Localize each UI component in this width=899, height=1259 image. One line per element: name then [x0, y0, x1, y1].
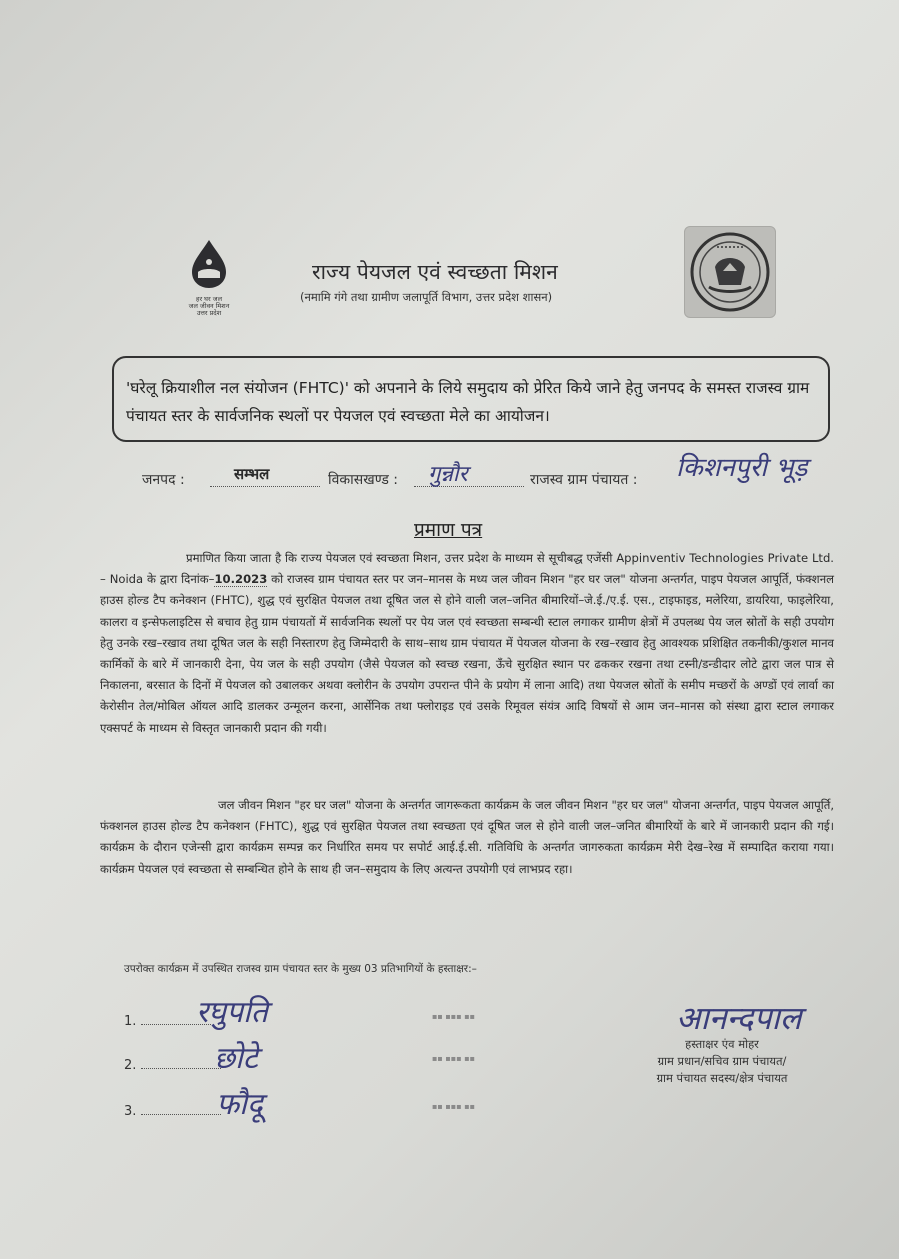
participant-number: 2: [124, 1058, 133, 1073]
faint-mark: ▪▪ ▪▪▪ ▪▪: [432, 1012, 476, 1021]
participant-number: 3: [124, 1104, 133, 1119]
participants-intro: उपरोक्त कार्यक्रम में उपस्थित राजस्व ग्राम पंचायत स्तर के मुख्य 03 प्रतिभागियों के हस्ताक्षर:–: [124, 963, 477, 975]
certificate-paragraph-1: [100, 548, 834, 739]
participant-row: 1.: [124, 1014, 211, 1029]
block-value: गुन्नौर: [428, 462, 468, 487]
certificate-heading: प्रमाण पत्र: [414, 519, 483, 541]
participant-signature: छोटे: [214, 1041, 258, 1076]
district-value: सम्भल: [234, 465, 270, 483]
event-date: 10.2023: [214, 572, 268, 587]
logo-caption-line: जल जीवन मिशन: [188, 302, 230, 310]
block-label: विकासखण्ड :: [328, 472, 399, 488]
signatory-line: ग्राम प्रधान/सचिव ग्राम पंचायत/: [657, 1054, 787, 1068]
participant-row: 3.: [124, 1104, 221, 1119]
logo-caption-line: हर घर जल: [196, 295, 222, 303]
participant-row: 2.: [124, 1058, 221, 1073]
water-drop-icon: [178, 238, 240, 290]
faint-mark: ▪▪ ▪▪▪ ▪▪: [432, 1102, 476, 1111]
signatory-line: हस्ताक्षर एंव मोहर: [685, 1037, 759, 1051]
faint-mark: ▪▪ ▪▪▪ ▪▪: [432, 1054, 476, 1063]
block-field: [414, 462, 524, 488]
paragraph-1-intro: प्रमाणित किया जाता है कि राज्य पेयजल एवं स्वच्छता मिशन, उत्तर प्रदेश के माध्यम से सूचीबद्ध एजेंसी Appinventiv Technologies Private Ltd. – Noida के द्वारा दिनांक–: [100, 551, 834, 587]
participant-signature: रघुपति: [196, 995, 268, 1030]
signatory-block: [612, 1036, 832, 1087]
har-ghar-jal-logo: [178, 238, 240, 318]
event-banner-text: 'घरेलू क्रियाशील नल संयोजन (FHTC)' को अपनाने के लिये समुदाय को प्रेरित किये जाने हेतु जनपद के समस्त राजस्व ग्राम पंचायत स्तर के सार्वजनिक स्थलों पर पेयजल एवं स्वच्छता मेले का आयोजन।: [126, 379, 810, 425]
district-field: [210, 466, 320, 488]
participant-number: 1: [124, 1014, 133, 1029]
signatory-signature: आनन्दपाल: [676, 999, 802, 1037]
panchayat-value: किशनपुरी भूड़: [676, 453, 808, 483]
mission-title: राज्य पेयजल एवं स्वच्छता मिशन: [312, 260, 558, 284]
up-government-emblem-icon: [684, 226, 776, 318]
signatory-line: ग्राम पंचायत सदस्य/क्षेत्र पंचायत: [656, 1071, 788, 1085]
district-label: जनपद :: [142, 472, 185, 488]
logo-caption-line: उत्तर प्रदेश: [196, 309, 222, 317]
panchayat-label: राजस्व ग्राम पंचायत :: [530, 472, 638, 488]
certificate-paragraph-2: जल जीवन मिशन "हर घर जल" योजना के अन्तर्गत जागरूकता कार्यक्रम के जल जीवन मिशन "हर घर जल" योजना अन्तर्गत, पाइप पेयजल आपूर्ति, फंक्शनल हाउस होल्ड टैप कनेक्शन (FHTC), शुद्ध एवं सुरक्षित पेयजल तथा स्वच्छता एवं दूषित जल से होने वाली जल–जनित बीमारियों के बारे में जानकारी प्रदान की गई। कार्यक्रम के दौरान एजेन्सी द्वारा कार्यक्रम सम्पन्न कर निर्धारित समय पर सपोर्ट आई.ई.सी. गतिविधि के अन्तर्गत जागरुकता कार्यक्रम मेरी देख–रेख में सम्पादित कराया गया। कार्यक्रम पेयजल एवं स्वच्छता से सम्बन्धित होने के साथ ही जन–समुदाय के लिए अत्यन्त उपयोगी एवं लाभप्रद रहा।: [100, 798, 834, 876]
paragraph-1-body: को राजस्व ग्राम पंचायत स्तर पर जन–मानस के मध्य जल जीवन मिशन "हर घर जल" योजना अन्तर्गत, पाइप पेयजल आपूर्ति, फंक्शनल हाउस होल्ड टैप कनेक्शन (FHTC), शुद्ध एवं सुरक्षित पेयजल तथा दूषित जल से होने वाली जल–जनित बीमारियों–जे.ई./ए.ई. एस., टाइफाइड, मलेरिया, डायरिया, फाइलेरिया, कालरा व इन्सेफलाइटिस से बचाव हेतु ग्राम पंचायतों में सार्वजनिक स्थलों पर पेय जल एवं स्वच्छता सम्बन्धी स्टाल लगाकर ग्रामीण क्षेत्रों में उपलब्ध पेय जल स्रोतों के सही उपयोग हेतु उनके रख–रखाव तथा दूषित जल के सही निस्तारण हेतु जिम्मेदारी के साथ–साथ ग्राम पंचायत में पेयजल योजना के रख–रखाव हेतु आवश्यक प्रशिक्षित तकनीकी/कुशल मानव कार्मिकों के बारे में जानकारी देना, पेय जल के सही उपयोग (जैसे पेयजल को स्वच्छ रखना, ऊँचे सुरक्षित स्थान पर ढककर रखना तथा टस्नी/डन्डीदार लोटे द्वारा जल पात्र से निकालना, बरसात के दिनों में पेयजल को उबालकर अथवा क्लोरीन के उपयोग उपरान्त पीने के प्रयोग में लाना आदि) तथा पेयजल स्रोतों के समीप मच्छरों के अण्डों एवं लार्वा का केरोसीन तेल/मोबिल ऑयल आदि डालकर उन्मूलन करना, आर्सेनिक तथा फ्लोराइड एवं उसके रिमूवल संयंत्र आदि विषयों से आम जन–मानस को संस्था द्वारा स्टाल लगाकर एक्सपर्ट के माध्यम से विस्तृत जानकारी प्रदान की गयी।: [100, 572, 834, 735]
mission-subtitle: (नमामि गंगे तथा ग्रामीण जलापूर्ति विभाग, उत्तर प्रदेश शासन): [300, 290, 553, 304]
participant-signature: फौदू: [216, 1087, 263, 1122]
